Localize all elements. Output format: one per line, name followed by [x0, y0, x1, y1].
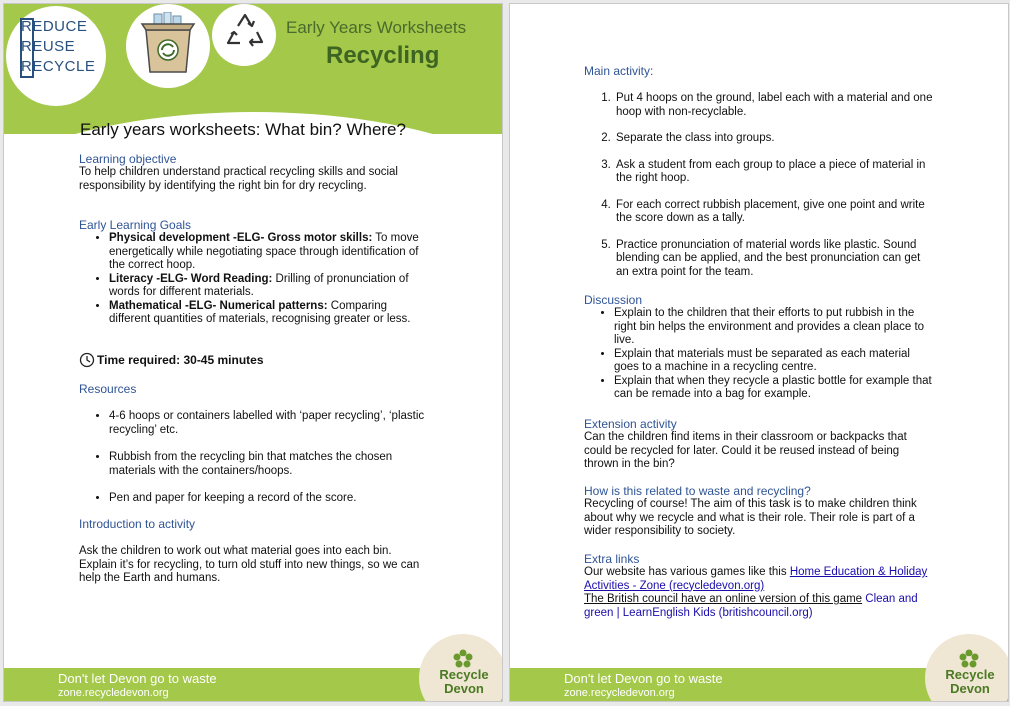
rrr-recycle: RECYCLE [21, 58, 96, 75]
brand-subtitle: Early Years Worksheets [286, 18, 467, 37]
list-item: • Pen and paper for keeping a record of the score. [109, 492, 429, 506]
flower-logo-icon [958, 649, 980, 669]
learning-objective-heading: Learning objective [79, 152, 177, 166]
goal-text: To move energetically while negotiating space through identification of the correct hoop. [109, 232, 419, 271]
resources-heading: Resources [79, 382, 137, 396]
introduction-section [79, 517, 429, 586]
extension-section [584, 417, 934, 472]
list-item [109, 273, 429, 300]
logo-line-2: Devon [950, 681, 990, 696]
logo-line-2: Devon [444, 681, 484, 696]
goal-label: Physical development -ELG- Gross motor skills: [109, 232, 373, 244]
list-item: 2. Separate the class into groups. [614, 132, 934, 146]
extra-links-text [584, 566, 934, 593]
learning-goals-list [79, 232, 429, 327]
introduction-heading: Introduction to activity [79, 517, 196, 531]
logo-line-1: Recycle [439, 667, 489, 682]
worksheet-page-2 [510, 4, 1008, 701]
discussion-list [584, 307, 934, 402]
list-item: • Explain that materials must be separated as each material goes to a machine in a recycling centre. [614, 348, 934, 375]
zone-link[interactable]: Home Education & Holiday Activities - Zone (recycledevon.org) [584, 566, 928, 592]
links-intro-text: Our website has various games like this [584, 566, 790, 578]
list-item: • 4-6 hoops or containers labelled with ‘paper recycling’, ‘plastic recycling’ etc. [109, 410, 429, 437]
list-item: • Explain to the children that their efforts to put rubbish in the right bin helps the environment and provides a clean place to live. [614, 307, 934, 348]
extra-links-heading: Extra links [584, 552, 640, 566]
goal-label: Literacy -ELG- Word Reading: [109, 272, 273, 285]
related-text: Recycling of course! The aim of this task is to make children think about why we recycle and what is their role. Their role is part of a wider responsibility to society. [584, 498, 917, 537]
learnenglish-link[interactable]: Clean and green | LearnEnglish Kids (britishcouncil.org) [584, 593, 918, 619]
discussion-heading: Discussion [584, 293, 643, 307]
learning-objective-text: To help children understand practical recycling skills and social responsibility by identifying the right bin for dry recycling. [79, 166, 398, 192]
main-activity-list [584, 92, 934, 279]
recycling-bin-icon [140, 12, 196, 74]
list-item: 1. Put 4 hoops on the ground, label each with a material and one hoop with non-recyclable. [614, 92, 934, 119]
page-title: Early years worksheets: What bin? Where? [80, 120, 406, 139]
list-item: 3. Ask a student from each group to place a piece of material in the right hoop. [614, 159, 934, 186]
goal-text: Drilling of pronunciation of words for different materials. [109, 272, 409, 298]
brand-title: Recycling [326, 42, 440, 69]
footer-slogan: Don't let Devon go to waste [564, 671, 723, 686]
extension-text: Can the children find items in their classroom or backpacks that could be recycled for later. Could it be reused instead of being thrown in the bin? [584, 431, 907, 470]
clock-icon [79, 352, 95, 368]
related-heading: How is this related to waste and recycling? [584, 484, 811, 498]
worksheet-page-1 [4, 4, 502, 701]
goal-text: Comparing different quantities of materials, recognising greater or less. [109, 299, 411, 325]
list-item [109, 300, 429, 327]
recycle-devon-wordmark [938, 668, 1002, 696]
footer-slogan: Don't let Devon go to waste [58, 671, 217, 686]
extra-links-text-2 [584, 593, 934, 620]
recycle-symbol-icon [226, 12, 264, 52]
learning-goals-heading: Early Learning Goals [79, 218, 192, 232]
list-item: • Rubbish from the recycling bin that matches the chosen materials with the containers/hoops. [109, 451, 429, 478]
list-item [109, 232, 429, 273]
goal-label: Mathematical -ELG- Numerical patterns: [109, 299, 328, 312]
list-item: 5. Practice pronunciation of material words like plastic. Sound blending can be applied, and the best pronunciation can get an extra point for the team. [614, 239, 934, 280]
time-required: Time required: 30-45 minutes [97, 353, 264, 367]
main-activity-heading: Main activity: [584, 64, 654, 78]
time-required-row [79, 352, 429, 368]
learning-objective-section [79, 152, 429, 193]
logo-line-1: Recycle [945, 667, 995, 682]
rrr-reduce: REDUCE [21, 18, 88, 35]
recycle-devon-wordmark [432, 668, 496, 696]
footer-url: zone.recycledevon.org [564, 687, 675, 699]
discussion-section [584, 293, 934, 402]
introduction-text: Ask the children to work out what material goes into each bin. Explain it’s for recycling, to turn old stuff into new things, so we can help the Earth and humans. [79, 545, 420, 584]
extra-links-section [584, 552, 934, 620]
main-activity-section [584, 64, 934, 292]
list-item: • Explain that when they recycle a plastic bottle for example that can be remade into a bag for example. [614, 375, 934, 402]
resources-list [79, 410, 429, 506]
flower-logo-icon [452, 649, 474, 669]
extension-heading: Extension activity [584, 417, 677, 431]
footer-url: zone.recycledevon.org [58, 687, 169, 699]
resources-section [79, 382, 429, 520]
related-section [584, 484, 934, 539]
links-british-council-text: The British council have an online version of this game [584, 593, 863, 605]
rrr-reuse: REUSE [21, 38, 76, 55]
learning-goals-section [79, 218, 429, 327]
list-item: 4. For each correct rubbish placement, give one point and write the score down as a tally. [614, 199, 934, 226]
